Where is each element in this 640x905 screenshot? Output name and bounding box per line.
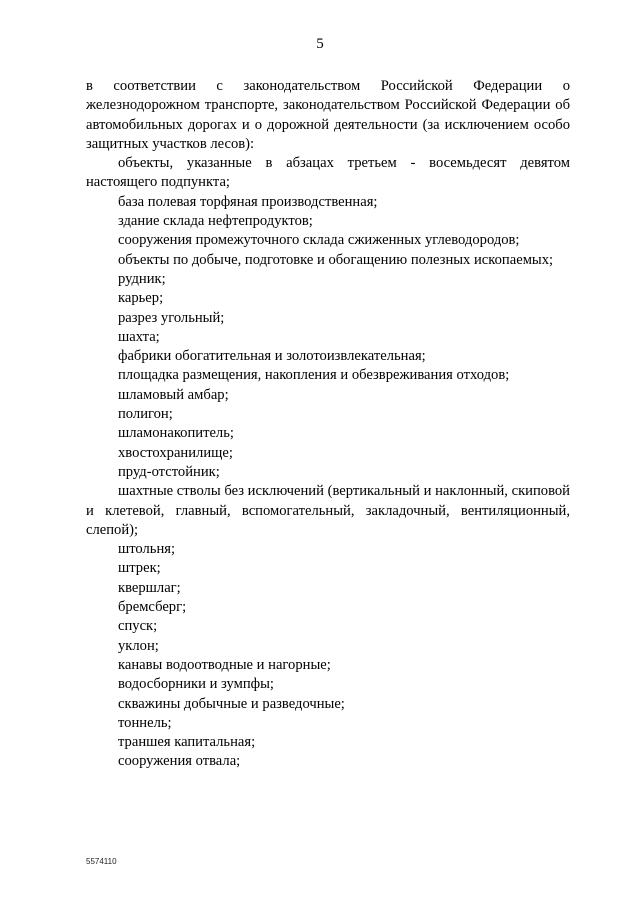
paragraph: база полевая торфяная производственная; (118, 193, 378, 210)
paragraph: здание склада нефтепродуктов; (118, 213, 313, 230)
document-body (86, 77, 570, 772)
document-code: 5574110 (86, 857, 117, 866)
paragraph: хвостохранилище; (118, 444, 233, 461)
paragraph: объекты по добыче, подготовке и обогащению полезных ископаемых; (118, 251, 554, 268)
paragraph: сооружения промежуточного склада сжиженных углеводородов; (118, 232, 520, 249)
paragraph: штрек; (118, 560, 161, 577)
paragraph: объекты, указанные в абзацах третьем - восемьдесят девятом настоящего подпункта; (86, 155, 570, 191)
paragraph: квершлаг; (118, 579, 181, 596)
paragraph: шахтные стволы без исключений (вертикальный и наклонный, скиповой и клетевой, главный, вспомогательный, закладочный, вентиляционный, слепой); (86, 483, 570, 538)
paragraph: шламонакопитель; (118, 425, 234, 442)
paragraph: сооружения отвала; (118, 753, 241, 770)
paragraph: пруд-отстойник; (118, 463, 220, 480)
paragraph: рудник; (118, 270, 166, 287)
page-number: 5 (316, 36, 324, 52)
paragraph: в соответствии с законодательством Российской Федерации о железнодорожном транспорте, законодательством Российской Федерации об автомобильных дорогах и о дорожной деятельности (за исключением особо защитных участков лесов): (86, 78, 570, 152)
paragraph: разрез угольный; (118, 309, 225, 326)
paragraph: водосборники и зумпфы; (118, 676, 274, 693)
paragraph: спуск; (118, 618, 158, 635)
paragraph: карьер; (118, 290, 164, 307)
paragraph: бремсберг; (118, 599, 187, 616)
paragraph: канавы водоотводные и нагорные; (118, 656, 331, 673)
paragraph: площадка размещения, накопления и обезвреживания отходов; (118, 367, 510, 384)
paragraph: уклон; (118, 637, 159, 654)
paragraph: траншея капитальная; (118, 734, 256, 751)
paragraph: шламовый амбар; (118, 386, 229, 403)
paragraph: полигон; (118, 406, 173, 423)
paragraph: тоннель; (118, 714, 172, 731)
paragraph: фабрики обогатительная и золотоизвлекательная; (118, 348, 426, 365)
paragraph: скважины добычные и разведочные; (118, 695, 345, 712)
paragraph: шахта; (118, 328, 160, 345)
paragraph: штольня; (118, 541, 176, 558)
